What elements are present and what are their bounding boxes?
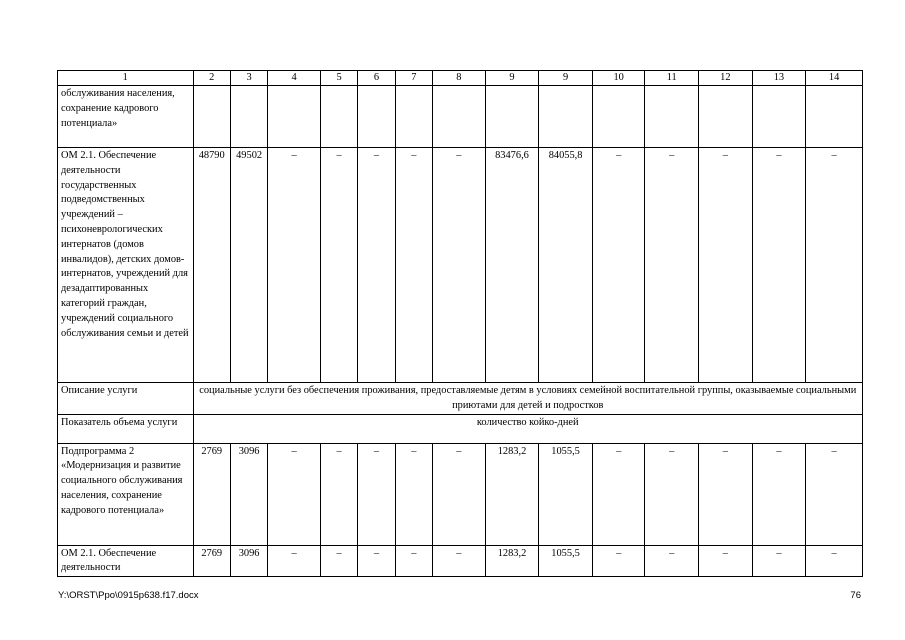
row-label: Описание услуги bbox=[58, 383, 194, 415]
table-row bbox=[58, 86, 863, 148]
value-cell: – bbox=[645, 545, 699, 577]
value-cell: – bbox=[395, 148, 432, 383]
value-cell: – bbox=[358, 545, 395, 577]
value-cell: 1055,5 bbox=[539, 545, 593, 577]
page-number: 76 bbox=[850, 590, 861, 601]
merged-description-cell: социальные услуги без обеспечения проживания, предоставляемые детям в условиях семейной воспитательной группы, оказываемые социальными приютами для детей и подростков bbox=[193, 383, 863, 415]
value-cell bbox=[592, 86, 645, 148]
value-cell: 84055,8 bbox=[539, 148, 593, 383]
header-cell: 8 bbox=[433, 71, 486, 86]
value-cell: 3096 bbox=[230, 443, 267, 545]
row-label: Показатель объема услуги bbox=[58, 414, 194, 443]
value-cell bbox=[699, 86, 753, 148]
value-cell: – bbox=[395, 443, 432, 545]
row-label: Подпрограмма 2 «Модернизация и развитие социального обслуживания населения, сохранение кадрового потенциала» bbox=[58, 443, 194, 545]
row-label: ОМ 2.1. Обеспечение деятельности bbox=[58, 545, 194, 577]
data-table bbox=[57, 70, 863, 577]
header-cell: 12 bbox=[699, 71, 753, 86]
header-cell: 9 bbox=[485, 71, 539, 86]
value-cell: – bbox=[752, 148, 806, 383]
value-cell: 1055,5 bbox=[539, 443, 593, 545]
value-cell: – bbox=[433, 443, 486, 545]
value-cell: – bbox=[395, 545, 432, 577]
table-row bbox=[58, 383, 863, 415]
value-cell: 2769 bbox=[193, 443, 230, 545]
value-cell bbox=[358, 86, 395, 148]
value-cell: – bbox=[806, 545, 863, 577]
row-label: ОМ 2.1. Обеспечение деятельности государственных подведомственных учреждений – психоневрологических интернатов (домов инвалидов), детских домов-интернатов, учреждений для дезадаптированных категорий граждан, учреждений социального обслуживания семьи и детей bbox=[58, 148, 194, 383]
value-cell: – bbox=[699, 545, 753, 577]
merged-description-cell: количество койко-дней bbox=[193, 414, 863, 443]
value-cell: – bbox=[699, 148, 753, 383]
value-cell bbox=[752, 86, 806, 148]
value-cell: – bbox=[645, 443, 699, 545]
value-cell bbox=[645, 86, 699, 148]
table-row bbox=[58, 414, 863, 443]
value-cell bbox=[230, 86, 267, 148]
header-row bbox=[58, 71, 863, 86]
value-cell: – bbox=[320, 148, 357, 383]
table-row bbox=[58, 148, 863, 383]
value-cell bbox=[395, 86, 432, 148]
value-cell: – bbox=[320, 443, 357, 545]
value-cell: 48790 bbox=[193, 148, 230, 383]
value-cell: – bbox=[806, 443, 863, 545]
table-row bbox=[58, 443, 863, 545]
value-cell: 1283,2 bbox=[485, 443, 539, 545]
value-cell: – bbox=[752, 443, 806, 545]
value-cell: – bbox=[592, 443, 645, 545]
header-cell: 7 bbox=[395, 71, 432, 86]
header-cell: 4 bbox=[268, 71, 321, 86]
value-cell: – bbox=[806, 148, 863, 383]
file-path: Y:\ORST\Ppo\0915p638.f17.docx bbox=[58, 590, 199, 601]
value-cell: – bbox=[592, 545, 645, 577]
header-cell: 2 bbox=[193, 71, 230, 86]
value-cell: – bbox=[358, 148, 395, 383]
value-cell: – bbox=[358, 443, 395, 545]
header-cell: 11 bbox=[645, 71, 699, 86]
row-label: обслуживания населения, сохранение кадрового потенциала» bbox=[58, 86, 194, 148]
value-cell: 2769 bbox=[193, 545, 230, 577]
value-cell: 49502 bbox=[230, 148, 267, 383]
value-cell: 3096 bbox=[230, 545, 267, 577]
value-cell: 1283,2 bbox=[485, 545, 539, 577]
value-cell: – bbox=[592, 148, 645, 383]
header-cell: 6 bbox=[358, 71, 395, 86]
value-cell bbox=[485, 86, 539, 148]
value-cell: 83476,6 bbox=[485, 148, 539, 383]
header-cell: 9 bbox=[539, 71, 593, 86]
header-cell: 13 bbox=[752, 71, 806, 86]
value-cell: – bbox=[268, 443, 321, 545]
value-cell: – bbox=[699, 443, 753, 545]
header-cell: 5 bbox=[320, 71, 357, 86]
value-cell: – bbox=[268, 545, 321, 577]
value-cell bbox=[320, 86, 357, 148]
value-cell bbox=[806, 86, 863, 148]
header-cell: 14 bbox=[806, 71, 863, 86]
value-cell: – bbox=[645, 148, 699, 383]
value-cell: – bbox=[433, 148, 486, 383]
header-cell: 10 bbox=[592, 71, 645, 86]
value-cell bbox=[193, 86, 230, 148]
value-cell: – bbox=[752, 545, 806, 577]
value-cell: – bbox=[320, 545, 357, 577]
value-cell: – bbox=[433, 545, 486, 577]
value-cell: – bbox=[268, 148, 321, 383]
value-cell bbox=[433, 86, 486, 148]
value-cell bbox=[539, 86, 593, 148]
header-cell: 3 bbox=[230, 71, 267, 86]
table-row bbox=[58, 545, 863, 577]
header-cell: 1 bbox=[58, 71, 194, 86]
value-cell bbox=[268, 86, 321, 148]
